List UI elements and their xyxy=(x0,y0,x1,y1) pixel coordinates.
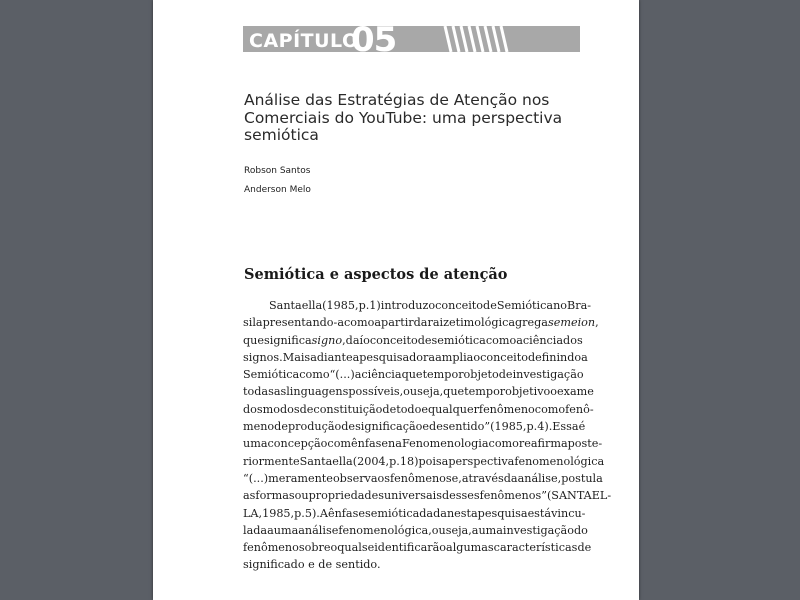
document-page xyxy=(153,0,639,600)
paragraph-word: a xyxy=(441,454,449,468)
paragraph-word: e xyxy=(422,420,430,434)
paragraph-word: do xyxy=(573,523,588,537)
paragraph-line xyxy=(243,314,599,331)
paragraph-word: fenômenos xyxy=(390,471,452,485)
paragraph-word: a xyxy=(516,333,523,347)
paragraph-word: 5). xyxy=(304,506,320,520)
paragraph-word: análise, xyxy=(517,471,562,485)
paragraph-word: Fenomenologia xyxy=(401,437,489,451)
paragraph-word: com xyxy=(327,437,352,451)
paragraph-word: fenômeno xyxy=(478,402,535,416)
paragraph-word: como xyxy=(344,316,375,330)
paragraph-word: (1985, xyxy=(490,420,527,434)
paragraph-word: constituição xyxy=(313,402,383,416)
paragraph-word: introduz xyxy=(380,299,429,312)
paragraph-word: nesta xyxy=(446,506,478,520)
paragraph-word: p. xyxy=(526,420,538,434)
paragraph-word: da xyxy=(503,471,518,485)
paragraph-word: seja, xyxy=(417,385,444,399)
paragraph-word: o xyxy=(550,385,558,399)
paragraph-word: de xyxy=(274,420,288,434)
paragraph-word: de xyxy=(417,333,432,347)
paragraph-word: p. xyxy=(358,299,370,312)
paragraph-word: como xyxy=(488,437,519,451)
paragraph-word: meramente xyxy=(268,471,333,485)
title-line: Comerciais do YouTube: uma perspectiva xyxy=(244,108,563,127)
paragraph-word: de xyxy=(299,402,314,416)
paragraph-word: que xyxy=(243,333,264,347)
paragraph-word: definindo xyxy=(528,350,582,364)
paragraph-word: no xyxy=(553,299,568,312)
paragraph-line xyxy=(243,435,603,452)
paragraph-word: 1) xyxy=(369,299,381,312)
paragraph-word: possíveis, xyxy=(348,385,404,399)
paragraph-word: semiótica xyxy=(431,333,486,347)
paragraph-word: análise xyxy=(298,523,339,537)
paragraph-word: de xyxy=(382,402,397,416)
paragraph-word: grega xyxy=(515,316,548,330)
paragraph-word: observa xyxy=(332,471,378,485)
paragraph-word: significa xyxy=(264,333,312,347)
paragraph-word: A xyxy=(319,506,328,520)
paragraph-word: objetivo xyxy=(505,385,551,399)
paragraph-word: a xyxy=(267,523,274,537)
paragraph-word: o xyxy=(428,299,436,312)
paragraph-line: significado e de sentido. xyxy=(243,558,381,572)
paragraph-word: ciência xyxy=(522,333,564,347)
paragraph-word: sentido” xyxy=(442,420,491,434)
paragraph-word: 18) xyxy=(399,454,419,468)
paragraph-word: fenômeno xyxy=(243,541,299,555)
chapter-number: 05 xyxy=(351,26,397,52)
paragraph-word: poste- xyxy=(567,437,603,451)
chapter-label: CAPÍTULO xyxy=(249,30,359,52)
paragraph-word: postula xyxy=(561,471,603,485)
paragraph-word: universais xyxy=(383,489,442,503)
paragraph-word: de xyxy=(483,299,497,312)
paragraph-word: o xyxy=(473,350,481,364)
paragraph-word: significação xyxy=(355,420,423,434)
paragraph-word: ênfase xyxy=(351,437,389,451)
paragraph-word: (SANTAEL- xyxy=(546,489,612,503)
paragraph-word: por xyxy=(444,368,464,382)
paragraph-line xyxy=(243,522,588,539)
paragraph-line xyxy=(243,349,588,366)
paragraph-word: conceito xyxy=(369,333,418,347)
paragraph-word: a xyxy=(581,350,588,364)
paragraph-word: como xyxy=(299,368,330,382)
paragraph-word: Semiótica xyxy=(496,299,554,312)
paragraph-word: etimológica xyxy=(448,316,516,330)
chapter-header-band xyxy=(243,26,580,52)
paragraph-word: uma xyxy=(273,523,299,537)
paragraph-word: fenomenológica xyxy=(514,454,605,468)
paragraph-word: as xyxy=(243,489,256,503)
chapter-stripes-decoration xyxy=(443,26,580,52)
paragraph-word: a xyxy=(354,368,362,382)
paragraph-word: e xyxy=(421,402,428,416)
paragraph-word: formas xyxy=(255,489,295,503)
paragraph-word: riormente xyxy=(243,454,300,468)
paragraph-word: o xyxy=(330,541,338,555)
paragraph-word: propriedades xyxy=(308,489,384,503)
paragraph-word: todas xyxy=(243,385,274,399)
paragraph-word: adiante xyxy=(310,350,353,364)
paragraph-word: meno xyxy=(243,420,275,434)
paragraph-line xyxy=(243,539,592,556)
paragraph-word: todo xyxy=(396,402,422,416)
paragraph-word: identificarão xyxy=(374,541,447,555)
paragraph-word: o xyxy=(363,333,370,347)
paragraph-word: pesquisa xyxy=(477,506,528,520)
paragraph-word: sil xyxy=(243,316,256,330)
paragraph-line xyxy=(243,453,605,470)
paragraph-word: fenomenológica, xyxy=(338,523,432,537)
paragraph-word: signo, xyxy=(311,333,346,347)
paragraph-word: através xyxy=(461,471,504,485)
paragraph-word: dos xyxy=(563,333,583,347)
paragraph-word: amplia xyxy=(435,350,474,364)
paragraph-word: dada xyxy=(419,506,447,520)
paragraph-word: produção xyxy=(287,420,342,434)
paragraph-word: ou xyxy=(294,489,309,503)
paragraph-word: seja, xyxy=(445,523,472,537)
paragraph-word: qual xyxy=(337,541,362,555)
paragraph-word: que xyxy=(443,385,465,399)
paragraph-word: p. xyxy=(294,506,305,520)
paragraph-word: de xyxy=(498,368,513,382)
paragraph-word: objeto xyxy=(463,368,499,382)
paragraph-word: semiótica xyxy=(364,506,420,520)
paragraph-word: características xyxy=(493,541,578,555)
paragraph-word: dos xyxy=(243,402,263,416)
paragraph-word: fenô- xyxy=(565,402,594,416)
paragraph-word: fenômenos” xyxy=(479,489,547,503)
author-list xyxy=(244,166,311,204)
paragraph-word: Santaella xyxy=(269,299,323,312)
author-name: Robson Santos xyxy=(244,166,311,176)
paragraph-word: de xyxy=(577,541,592,555)
paragraph-word: reafirma xyxy=(518,437,568,451)
paragraph-line xyxy=(243,505,586,522)
paragraph-word: ou xyxy=(431,523,446,537)
paragraph-line xyxy=(243,418,586,435)
title-line: semiótica xyxy=(244,126,319,144)
paragraph-word: desses xyxy=(441,489,480,503)
paragraph-word: conceito xyxy=(480,350,528,364)
paragraph-word: (2004, xyxy=(352,454,390,468)
paragraph-word: a xyxy=(471,523,479,537)
paragraph-word: como xyxy=(534,402,566,416)
paragraph-word: que xyxy=(401,368,423,382)
paragraph-word: modos xyxy=(262,402,300,416)
paragraph-word: na xyxy=(388,437,402,451)
paragraph-line xyxy=(243,401,594,418)
paragraph-word: “(...) xyxy=(243,471,269,485)
paragraph-word: de xyxy=(341,420,356,434)
paragraph-word: Santaella xyxy=(299,454,353,468)
paragraph-word: a xyxy=(374,316,382,330)
title-line: Análise das Estratégias de Atenção nos xyxy=(244,91,550,109)
paragraph-line xyxy=(243,383,594,400)
paragraph-word: sobre xyxy=(298,541,331,555)
paragraph-word: daí xyxy=(345,333,364,347)
paragraph-word: vincu- xyxy=(551,506,586,520)
paragraph-word: raiz xyxy=(427,316,449,330)
paragraph-word: uma xyxy=(243,437,268,451)
paragraph-word: conceito xyxy=(435,299,484,312)
paragraph-word: uma xyxy=(478,523,503,537)
section-heading: Semiótica e aspectos de atenção xyxy=(244,266,508,283)
paragraph-word: partir xyxy=(381,316,414,330)
paragraph-word: pesquisadora xyxy=(359,350,436,364)
paragraph-word: se xyxy=(361,541,375,555)
paragraph-word: ou xyxy=(403,385,418,399)
paragraph-word: investigação xyxy=(512,368,584,382)
paragraph-line xyxy=(243,470,603,487)
author-name: Anderson Melo xyxy=(244,185,311,195)
paragraph-word: (1985, xyxy=(322,299,359,312)
paragraph-word: p. xyxy=(389,454,400,468)
paragraph-word: ênfase xyxy=(327,506,365,520)
paragraph-word: qualquer xyxy=(427,402,479,416)
body-paragraph xyxy=(243,297,612,574)
paragraph-word: semeion, xyxy=(547,316,599,330)
paragraph-word: “(...) xyxy=(329,368,355,382)
paragraph-word: lada xyxy=(243,523,268,537)
paragraph-word: de xyxy=(429,420,443,434)
paragraph-word: pois xyxy=(418,454,442,468)
paragraph-word: ciência xyxy=(361,368,402,382)
paragraph-word: da xyxy=(413,316,428,330)
paragraph-line xyxy=(243,332,583,349)
paragraph-word: e, xyxy=(451,471,462,485)
paragraph-word: tem xyxy=(464,385,486,399)
paragraph-word: apresentando-a xyxy=(255,316,344,330)
paragraph-word: por xyxy=(485,385,506,399)
paragraph-word: investigação xyxy=(502,523,574,537)
paragraph-word: perspectiva xyxy=(448,454,515,468)
paragraph-word: linguagens xyxy=(286,385,349,399)
paragraph-word: algumas xyxy=(446,541,494,555)
paragraph-word: exame xyxy=(557,385,594,399)
paragraph-word: Bra- xyxy=(567,299,592,312)
paragraph-word: como xyxy=(485,333,517,347)
paragraph-line xyxy=(243,487,612,504)
paragraph-word: Mais xyxy=(282,350,311,364)
paragraph-word: 4). xyxy=(537,420,553,434)
paragraph-word: tem xyxy=(422,368,445,382)
paragraph-word: as xyxy=(273,385,287,399)
paragraph-word: signos. xyxy=(243,350,283,364)
paragraph-line xyxy=(243,366,584,383)
paragraph-word: Essa xyxy=(552,420,579,434)
paragraph-word: está xyxy=(527,506,552,520)
paragraph-word: concepção xyxy=(267,437,328,451)
paragraph-word: os xyxy=(377,471,391,485)
chapter-title xyxy=(244,92,564,145)
paragraph-word: Semiótica xyxy=(243,368,300,382)
paragraph-word: LA, xyxy=(243,506,263,520)
paragraph-word: a xyxy=(352,350,360,364)
paragraph-word: 1985, xyxy=(262,506,295,520)
paragraph-word: é xyxy=(578,420,586,434)
paragraph-line xyxy=(243,297,592,314)
